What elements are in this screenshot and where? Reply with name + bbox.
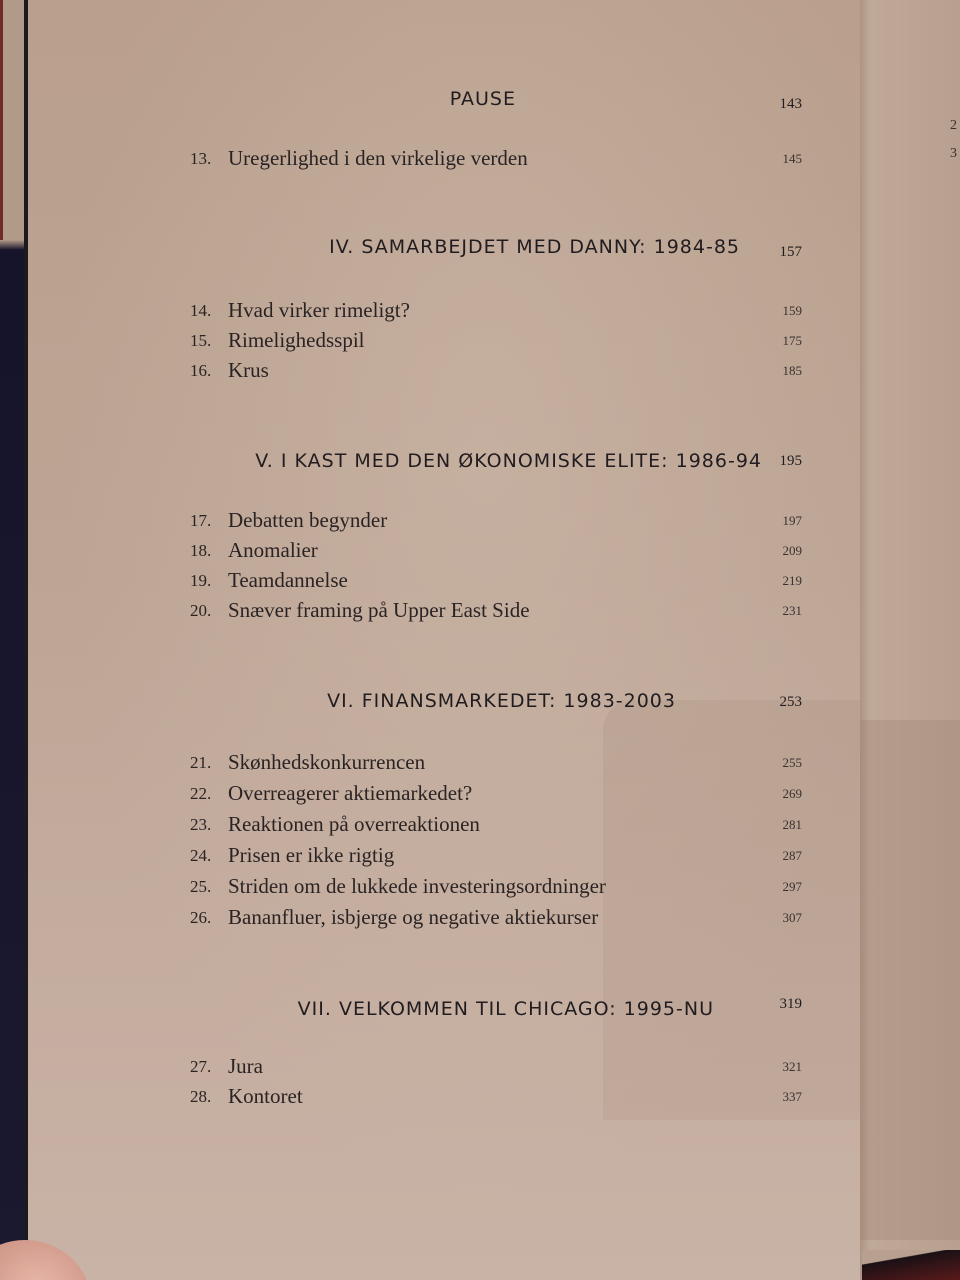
chapter-number: 15.: [190, 331, 212, 350]
toc-entry: [190, 1084, 802, 1112]
toc-entry: [190, 1054, 802, 1082]
chapter-number: 26.: [190, 908, 212, 927]
chapter-title: Prisen er ikke rigtig: [228, 843, 395, 867]
chapter-title: Striden om de lukkede investeringsordninger: [228, 874, 606, 898]
section-page-number: 253: [779, 694, 802, 710]
chapter-page-number: 287: [782, 848, 802, 863]
chapter-page-number: 281: [782, 817, 802, 832]
toc-entry: [190, 358, 802, 386]
chapter-number: 13.: [190, 149, 212, 168]
toc-entry: [190, 538, 802, 566]
chapter-title: Overreagerer aktiemarkedet?: [228, 781, 473, 805]
toc-entry: [190, 598, 802, 626]
chapter-number: 28.: [190, 1087, 212, 1106]
toc-entry: [190, 328, 802, 356]
chapter-number: 25.: [190, 877, 212, 896]
toc-entry: [190, 905, 802, 933]
chapter-page-number: 337: [782, 1089, 802, 1104]
chapter-number: 19.: [190, 571, 212, 590]
chapter-number: 22.: [190, 784, 212, 803]
toc-entry: [190, 843, 802, 871]
chapter-number: 27.: [190, 1057, 212, 1076]
chapter-title: Hvad virker rimeligt?: [228, 298, 410, 322]
section-title: IV. SAMARBEJDET MED DANNY: 1984-85: [329, 236, 740, 258]
chapter-page-number: 159: [782, 303, 802, 318]
chapter-title: Anomalier: [228, 538, 318, 562]
facing-page-text-fragment: 3: [950, 146, 957, 161]
chapter-page-number: 255: [782, 755, 802, 770]
chapter-page-number: 231: [782, 603, 802, 618]
chapter-page-number: 197: [782, 513, 802, 528]
chapter-number: 18.: [190, 541, 212, 560]
toc-page: [28, 0, 860, 1280]
chapter-title: Krus: [228, 358, 269, 382]
section-title: VI. FINANSMARKEDET: 1983-2003: [327, 690, 676, 712]
chapter-title: Reaktionen på overreaktionen: [228, 812, 480, 836]
toc-entry: [190, 812, 802, 840]
chapter-number: 14.: [190, 301, 212, 320]
chapter-number: 20.: [190, 601, 212, 620]
chapter-number: 16.: [190, 361, 212, 380]
toc-entry: [190, 508, 802, 536]
chapter-title: Skønhedskonkurrencen: [228, 750, 426, 774]
toc-entry: [190, 750, 802, 778]
chapter-title: Jura: [228, 1054, 263, 1078]
section-title: VII. VELKOMMEN TIL CHICAGO: 1995-NU: [297, 998, 714, 1020]
chapter-title: Uregerlighed i den virkelige verden: [228, 146, 528, 170]
table-of-contents: [28, 0, 860, 1280]
chapter-title: Teamdannelse: [228, 568, 348, 592]
chapter-number: 21.: [190, 753, 212, 772]
chapter-page-number: 307: [782, 910, 802, 925]
chapter-number: 23.: [190, 815, 212, 834]
chapter-title: Rimelighedsspil: [228, 328, 365, 352]
chapter-page-number: 209: [782, 543, 802, 558]
book-cover-corner: [862, 1250, 960, 1280]
chapter-page-number: 145: [782, 151, 802, 166]
chapter-number: 17.: [190, 511, 212, 530]
facing-page: [860, 0, 960, 1280]
toc-entry: [190, 874, 802, 902]
chapter-number: 24.: [190, 846, 212, 865]
chapter-page-number: 269: [782, 786, 802, 801]
facing-page-shadow: [860, 720, 960, 1240]
chapter-title: Bananfluer, isbjerge og negative aktiekurser: [228, 905, 599, 929]
section-page-number: 319: [779, 996, 802, 1012]
chapter-title: Snæver framing på Upper East Side: [228, 598, 530, 622]
section-page-number: 195: [779, 453, 802, 469]
chapter-page-number: 175: [782, 333, 802, 348]
toc-entry: [190, 568, 802, 596]
chapter-page-number: 297: [782, 879, 802, 894]
section-title: V. I KAST MED DEN ØKONOMISKE ELITE: 1986-94: [255, 450, 762, 472]
chapter-title: Kontoret: [228, 1084, 303, 1108]
toc-entry: [190, 298, 802, 326]
chapter-page-number: 185: [782, 363, 802, 378]
facing-page-text-fragment: 2: [950, 118, 957, 133]
chapter-title: Debatten begynder: [228, 508, 388, 532]
toc-entry: [190, 781, 802, 809]
section-page-number: 157: [779, 244, 802, 260]
section-page-number: 143: [779, 96, 802, 112]
chapter-page-number: 219: [782, 573, 802, 588]
chapter-page-number: 321: [782, 1059, 802, 1074]
section-title: PAUSE: [449, 88, 516, 110]
book-cover-edge: [0, 0, 24, 1280]
toc-entry: [190, 146, 802, 174]
